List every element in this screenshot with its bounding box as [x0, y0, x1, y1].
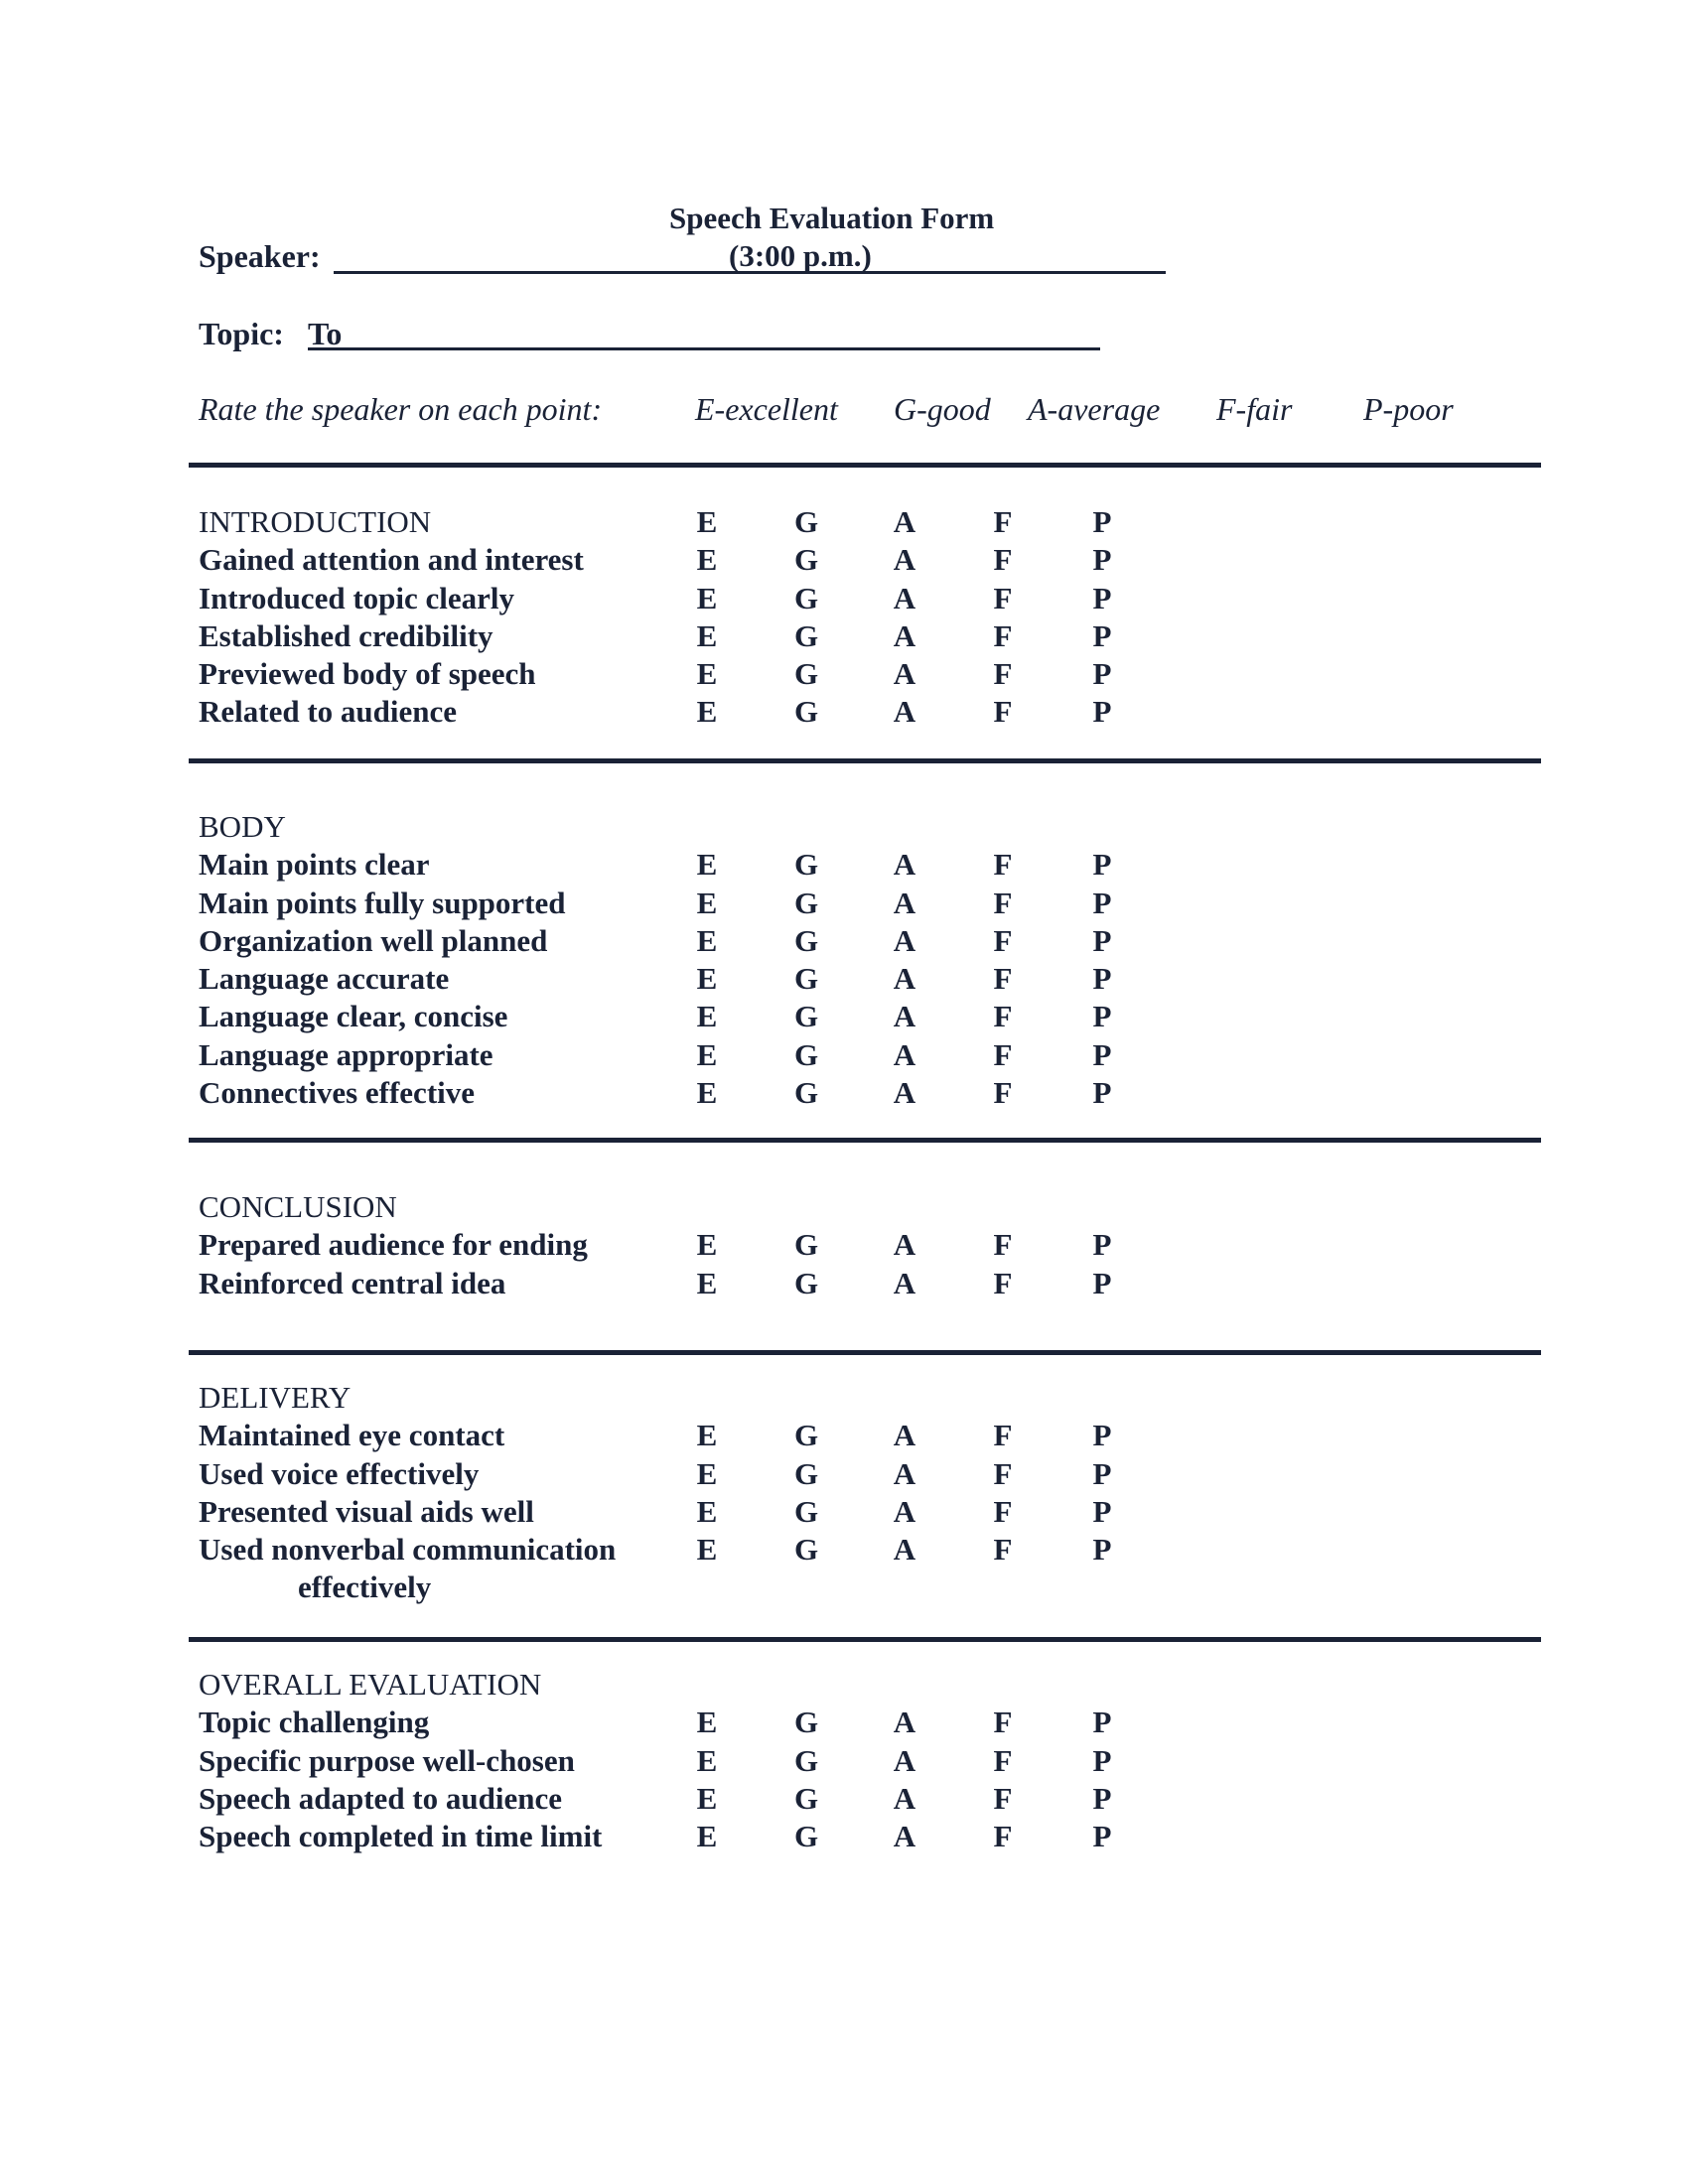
- criterion-row: [199, 922, 1489, 960]
- rating-f[interactable]: F: [993, 1742, 1013, 1778]
- rating-a[interactable]: A: [893, 1036, 916, 1072]
- criterion-label-continuation: effectively: [298, 1570, 432, 1605]
- divider: [189, 1138, 1541, 1143]
- rating-a[interactable]: A: [893, 999, 916, 1034]
- divider: [189, 463, 1541, 468]
- rating-e[interactable]: E: [696, 1265, 718, 1300]
- rating-g[interactable]: G: [793, 1705, 819, 1740]
- criterion-row: [199, 1036, 1489, 1074]
- rating-e[interactable]: E: [696, 1819, 718, 1854]
- criterion-label: Presented visual aids well: [199, 1493, 534, 1529]
- rating-p[interactable]: P: [1092, 542, 1112, 578]
- criterion-row: [199, 1704, 1489, 1741]
- criterion-label: Previewed body of speech: [199, 656, 536, 692]
- rating-e[interactable]: E: [696, 1493, 718, 1529]
- rating-a[interactable]: A: [893, 1455, 916, 1491]
- rating-g[interactable]: G: [793, 1418, 819, 1453]
- rating-g[interactable]: G: [793, 1227, 819, 1263]
- rating-g[interactable]: G: [793, 656, 819, 692]
- section-heading: CONCLUSION: [199, 1189, 397, 1224]
- rating-p[interactable]: P: [1092, 1705, 1112, 1740]
- criterion-label: Maintained eye contact: [199, 1418, 505, 1453]
- rating-e[interactable]: E: [696, 922, 718, 958]
- rating-p[interactable]: P: [1092, 1780, 1112, 1816]
- rating-f[interactable]: F: [993, 1036, 1013, 1072]
- rating-e[interactable]: E: [696, 1532, 718, 1568]
- rating-a[interactable]: A: [893, 694, 916, 730]
- rating-e[interactable]: E: [696, 1227, 718, 1263]
- criterion-row: [199, 541, 1489, 579]
- rating-p[interactable]: P: [1092, 885, 1112, 920]
- speaker-label: Speaker:: [199, 238, 321, 274]
- rating-e[interactable]: E: [696, 617, 718, 653]
- section-heading: INTRODUCTION: [199, 504, 432, 539]
- key-good: G-good: [894, 391, 991, 427]
- rating-a[interactable]: A: [893, 617, 916, 653]
- criterion-label: Connectives effective: [199, 1075, 476, 1111]
- criterion-row: [199, 960, 1489, 998]
- rating-e[interactable]: E: [696, 1418, 718, 1453]
- criterion-row: [199, 1780, 1489, 1818]
- rating-a[interactable]: A: [893, 504, 916, 539]
- rating-f[interactable]: F: [993, 1265, 1013, 1300]
- key-average: A-average: [1028, 391, 1161, 427]
- topic-field[interactable]: [308, 347, 1100, 350]
- criterion-row: [199, 846, 1489, 884]
- rating-g[interactable]: G: [793, 885, 819, 920]
- rating-f[interactable]: F: [993, 1819, 1013, 1854]
- rating-g[interactable]: G: [793, 1455, 819, 1491]
- rating-a[interactable]: A: [893, 1227, 916, 1263]
- rating-f[interactable]: F: [993, 885, 1013, 920]
- rating-g[interactable]: G: [793, 617, 819, 653]
- criterion-label: Related to audience: [199, 694, 458, 730]
- rating-f[interactable]: F: [993, 580, 1013, 615]
- rating-f[interactable]: F: [993, 542, 1013, 578]
- rating-a[interactable]: A: [893, 1493, 916, 1529]
- rating-f[interactable]: F: [993, 504, 1013, 539]
- criterion-label: Language appropriate: [199, 1036, 493, 1072]
- criterion-label: Topic challenging: [199, 1705, 430, 1740]
- rating-p[interactable]: P: [1092, 1819, 1112, 1854]
- rating-prompt: Rate the speaker on each point:: [199, 391, 603, 427]
- rating-f[interactable]: F: [993, 847, 1013, 883]
- criterion-row: [199, 1742, 1489, 1780]
- rating-g[interactable]: G: [793, 1532, 819, 1568]
- form-time: (3:00 p.m.): [729, 238, 872, 273]
- topic-label: Topic:: [199, 316, 284, 351]
- criterion-row: [199, 1818, 1489, 1855]
- rating-e[interactable]: E: [696, 1780, 718, 1816]
- rating-p[interactable]: P: [1092, 1036, 1112, 1072]
- rating-a[interactable]: A: [893, 580, 916, 615]
- section-conclusion: [199, 1188, 1489, 1302]
- rating-e[interactable]: E: [696, 504, 718, 539]
- rating-p[interactable]: P: [1092, 580, 1112, 615]
- rating-g[interactable]: G: [793, 1265, 819, 1300]
- criterion-label: Speech adapted to audience: [199, 1780, 562, 1816]
- rating-a[interactable]: A: [893, 1075, 916, 1111]
- rating-e[interactable]: E: [696, 694, 718, 730]
- rating-e[interactable]: E: [696, 1036, 718, 1072]
- criterion-label: Introduced topic clearly: [199, 580, 515, 615]
- rating-p[interactable]: P: [1092, 504, 1112, 539]
- rating-f[interactable]: F: [993, 1780, 1013, 1816]
- rating-p[interactable]: P: [1092, 961, 1112, 997]
- rating-a[interactable]: A: [893, 1819, 916, 1854]
- criterion-label: Organization well planned: [199, 922, 548, 958]
- rating-g[interactable]: G: [793, 580, 819, 615]
- criterion-row: [199, 1417, 1489, 1454]
- criterion-label: Specific purpose well-chosen: [199, 1742, 575, 1778]
- rating-g[interactable]: G: [793, 847, 819, 883]
- rating-p[interactable]: P: [1092, 617, 1112, 653]
- criterion-row: [199, 693, 1489, 731]
- rating-a[interactable]: A: [893, 961, 916, 997]
- rating-a[interactable]: A: [893, 542, 916, 578]
- criterion-label: Main points fully supported: [199, 885, 566, 920]
- rating-g[interactable]: G: [793, 1036, 819, 1072]
- criterion-row: [199, 1265, 1489, 1302]
- rating-p[interactable]: P: [1092, 1075, 1112, 1111]
- rating-g[interactable]: G: [793, 504, 819, 539]
- rating-p[interactable]: P: [1092, 694, 1112, 730]
- rating-e[interactable]: E: [696, 999, 718, 1034]
- rating-f[interactable]: F: [993, 1075, 1013, 1111]
- rating-g[interactable]: G: [793, 1493, 819, 1529]
- criterion-label: Established credibility: [199, 617, 493, 653]
- criterion-row: [199, 580, 1489, 617]
- rating-e[interactable]: E: [696, 1705, 718, 1740]
- criterion-row: [199, 1531, 1489, 1607]
- criterion-label: Gained attention and interest: [199, 542, 584, 578]
- rating-a[interactable]: A: [893, 1532, 916, 1568]
- rating-a[interactable]: A: [893, 922, 916, 958]
- rating-p[interactable]: P: [1092, 656, 1112, 692]
- rating-e[interactable]: E: [696, 885, 718, 920]
- rating-p[interactable]: P: [1092, 847, 1112, 883]
- divider: [189, 758, 1541, 763]
- rating-f[interactable]: F: [993, 1705, 1013, 1740]
- section-heading-row: [199, 503, 1489, 541]
- rating-a[interactable]: A: [893, 1742, 916, 1778]
- rating-a[interactable]: A: [893, 847, 916, 883]
- section-heading-row: [199, 1379, 1489, 1417]
- criterion-label: Speech completed in time limit: [199, 1819, 603, 1854]
- section-overall: [199, 1666, 1489, 1855]
- criterion-label: Used voice effectively: [199, 1455, 480, 1491]
- form-title: Speech Evaluation Form: [669, 201, 995, 235]
- section-heading-row: [199, 1666, 1489, 1704]
- rating-g[interactable]: G: [793, 999, 819, 1034]
- key-fair: F-fair: [1216, 391, 1293, 427]
- section-body: [199, 808, 1489, 1112]
- rating-f[interactable]: F: [993, 1418, 1013, 1453]
- rating-a[interactable]: A: [893, 1780, 916, 1816]
- rating-g[interactable]: G: [793, 1780, 819, 1816]
- rating-p[interactable]: P: [1092, 1532, 1112, 1568]
- criterion-row: [199, 1455, 1489, 1493]
- rating-e[interactable]: E: [696, 580, 718, 615]
- section-introduction: [199, 503, 1489, 732]
- rating-a[interactable]: A: [893, 1705, 916, 1740]
- rating-f[interactable]: F: [993, 999, 1013, 1034]
- section-heading-row: [199, 808, 1489, 846]
- criterion-row: [199, 655, 1489, 693]
- rating-a[interactable]: A: [893, 656, 916, 692]
- divider: [189, 1350, 1541, 1355]
- rating-a[interactable]: A: [893, 1418, 916, 1453]
- rating-g[interactable]: G: [793, 1075, 819, 1111]
- rating-p[interactable]: P: [1092, 922, 1112, 958]
- rating-g[interactable]: G: [793, 922, 819, 958]
- criterion-row: [199, 998, 1489, 1035]
- rating-e[interactable]: E: [696, 656, 718, 692]
- rating-p[interactable]: P: [1092, 1455, 1112, 1491]
- criterion-label: Used nonverbal communication: [199, 1532, 617, 1568]
- criterion-row: [199, 885, 1489, 922]
- rating-g[interactable]: G: [793, 961, 819, 997]
- divider: [189, 1637, 1541, 1642]
- rating-e[interactable]: E: [696, 1742, 718, 1778]
- rating-g[interactable]: G: [793, 694, 819, 730]
- rating-e[interactable]: E: [696, 542, 718, 578]
- topic-value: To: [308, 316, 343, 351]
- rating-g[interactable]: G: [793, 542, 819, 578]
- rating-p[interactable]: P: [1092, 1227, 1112, 1263]
- rating-f[interactable]: F: [993, 656, 1013, 692]
- rating-p[interactable]: P: [1092, 999, 1112, 1034]
- section-delivery: [199, 1379, 1489, 1607]
- key-excellent: E-excellent: [695, 391, 838, 427]
- section-heading: OVERALL EVALUATION: [199, 1667, 542, 1702]
- rating-f[interactable]: F: [993, 694, 1013, 730]
- rating-f[interactable]: F: [993, 1532, 1013, 1568]
- section-heading: BODY: [199, 809, 286, 844]
- section-heading: DELIVERY: [199, 1380, 352, 1415]
- rating-p[interactable]: P: [1092, 1493, 1112, 1529]
- rating-a[interactable]: A: [893, 885, 916, 920]
- section-heading-row: [199, 1188, 1489, 1226]
- criterion-row: [199, 1226, 1489, 1264]
- rating-p[interactable]: P: [1092, 1265, 1112, 1300]
- key-poor: P-poor: [1363, 391, 1454, 427]
- rating-f[interactable]: F: [993, 1227, 1013, 1263]
- rating-a[interactable]: A: [893, 1265, 916, 1300]
- criterion-label: Prepared audience for ending: [199, 1227, 588, 1263]
- rating-e[interactable]: E: [696, 1455, 718, 1491]
- rating-e[interactable]: E: [696, 847, 718, 883]
- rating-f[interactable]: F: [993, 1455, 1013, 1491]
- criterion-row: [199, 1493, 1489, 1531]
- criterion-row: [199, 1074, 1489, 1112]
- rating-f[interactable]: F: [993, 961, 1013, 997]
- rating-p[interactable]: P: [1092, 1742, 1112, 1778]
- criterion-row: [199, 617, 1489, 655]
- criterion-label: Language accurate: [199, 961, 450, 997]
- rating-g[interactable]: G: [793, 1742, 819, 1778]
- rating-e[interactable]: E: [696, 961, 718, 997]
- rating-f[interactable]: F: [993, 617, 1013, 653]
- rating-g[interactable]: G: [793, 1819, 819, 1854]
- criterion-label: Main points clear: [199, 847, 430, 883]
- rating-f[interactable]: F: [993, 922, 1013, 958]
- rating-p[interactable]: P: [1092, 1418, 1112, 1453]
- criterion-label: Reinforced central idea: [199, 1265, 506, 1300]
- rating-e[interactable]: E: [696, 1075, 718, 1111]
- rating-f[interactable]: F: [993, 1493, 1013, 1529]
- criterion-label: Language clear, concise: [199, 999, 508, 1034]
